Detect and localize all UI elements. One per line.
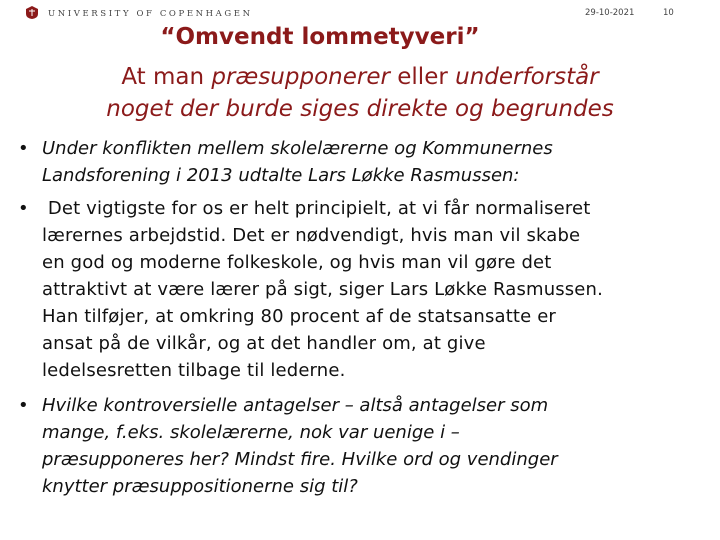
bullet-line: en god og moderne folkeskole, og hvis man vil gøre det [42,252,552,273]
title-term-presuppose: præsupponerer [211,64,390,90]
bullet-item [18,392,708,500]
bullet-item [18,135,708,189]
bullet-line: lærernes arbejdstid. Det er nødvendigt, hvis man vil skabe [42,225,581,246]
page-number: 10 [663,8,674,18]
title-line-2 [0,62,720,93]
title-line-3: noget der burde siges direkte og begrundes [106,96,614,122]
title-text: At man [121,64,212,90]
bullet-marker: • [18,395,29,416]
bullet-line: Hvilke kontroversielle antagelser – altså antagelser som [42,395,549,416]
bullet-marker: • [18,138,29,159]
title-text: eller [389,64,456,90]
bullet-line: Han tilføjer, at omkring 80 procent af de statsansatte er [42,306,556,327]
university-name: UNIVERSITY OF COPENHAGEN [48,9,253,19]
bullet-line: knytter præsuppositionerne sig til? [42,476,358,497]
bullet-item [18,195,708,384]
bullet-line: mange, f.eks. skolelærerne, nok var uenige i – [42,422,460,443]
slide-date: 29-10-2021 [585,8,635,18]
title-line-1: “Omvendt lommetyveri” [160,24,480,50]
bullet-line: attraktivt at være lærer på sigt, siger Lars Løkke Rasmussen. [42,279,603,300]
bullet-line: Det vigtigste for os er helt principielt, at vi får normaliseret [42,198,591,219]
bullet-line: Under konflikten mellem skolelærerne og Kommunernes [42,138,553,159]
slide-header [0,0,720,24]
bullet-marker: • [18,198,29,219]
university-crest-icon [26,6,38,19]
bullet-line: ledelsesretten tilbage til lederne. [42,360,346,381]
bullet-line: Landsforening i 2013 udtalte Lars Løkke Rasmussen: [42,165,520,186]
bullet-list [18,135,708,500]
bullet-line: præsupponeres her? Mindst fire. Hvilke ord og vendinger [42,449,558,470]
title-term-imply: underforstår [455,64,599,90]
bullet-line: ansat på de vilkår, og at det handler om, at give [42,333,486,354]
